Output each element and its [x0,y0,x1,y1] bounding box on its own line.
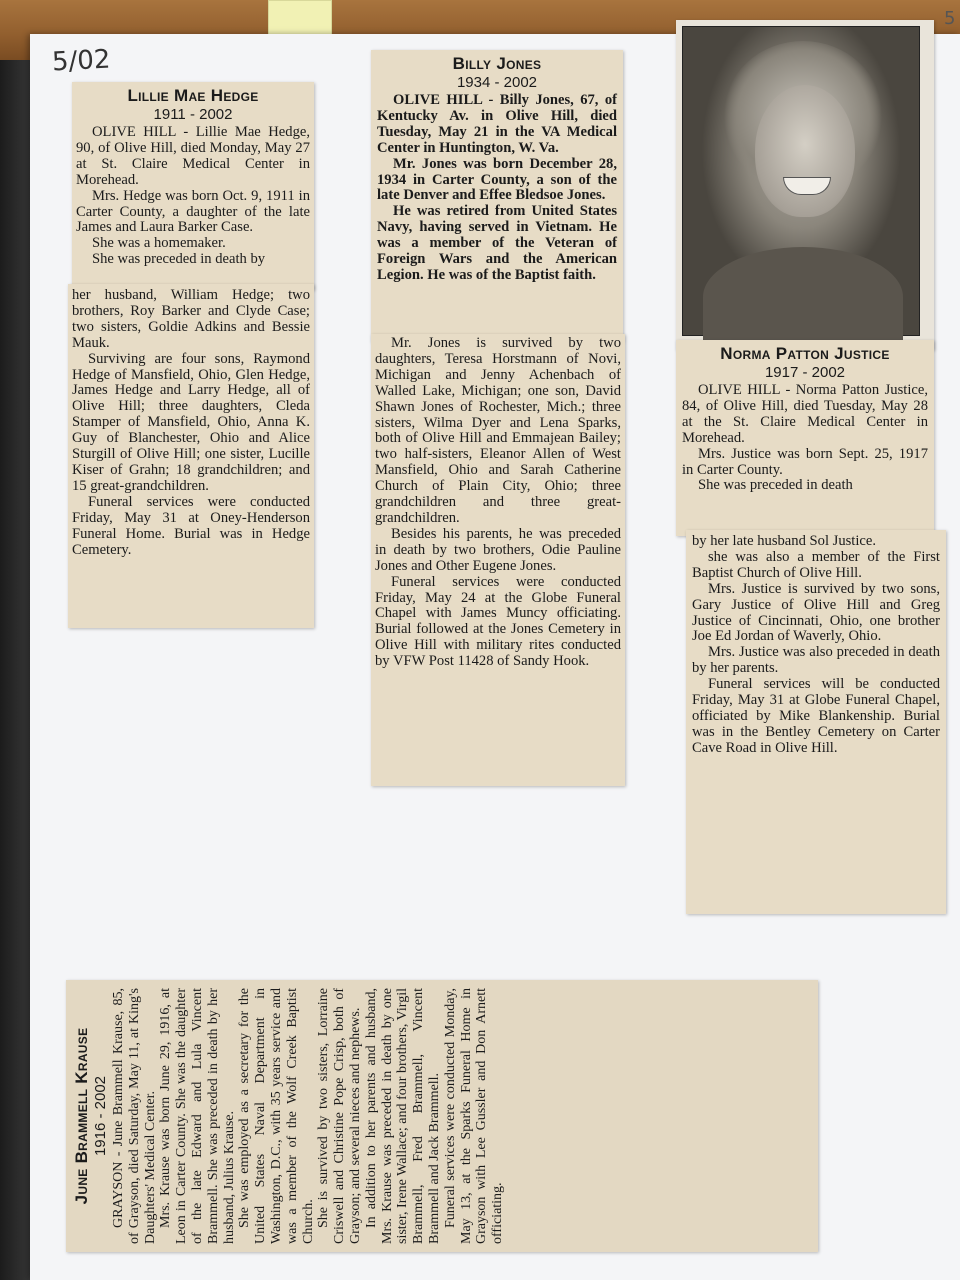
obituary-paragraph: Mrs. Justice is survived by two sons, Gary Justice of Olive Hill and Greg Justice of Cincinnati, Ohio, one brother Joe Ed Jordan of Waverly, Ohio. [692,580,940,645]
obituary-paragraph: Surviving are four sons, Raymond Hedge of Mansfield, Ohio, Glen Hedge, James Hedge and Larry Hedge, all of Olive Hill; three daughters, Cleda Stamper of Mansfield, Ohio, Anna K. Guy of Blanchester, Ohio and Alice Sturgill of Olive Hill; one sister, Lucille Kiser of Grahn; 18 grandchildren; and 15 great-grandchildren. [72,350,310,494]
obituary-name: Billy Jones [452,54,542,73]
obituary-paragraph: Mrs. Hedge was born Oct. 9, 1911 in Carter County, a daughter of the late James and Laura Barker Case. [76,187,310,236]
obituary-clipping-justice-top [676,340,934,536]
obituary-paragraph: Besides his parents, he was preceded in death by two brothers, Odie Pauline Jones and Other Eugene Jones. [375,525,621,574]
obituary-paragraph: She was employed as a secretary for the United States Naval Department in Washington, D.C., with 35 years service and was a member of the Wolf Creek Baptist Church. [237,988,316,1244]
obituary-years: 1916 - 2002 [92,1075,109,1157]
obituary-clipping-justice-bottom [686,530,946,914]
obituary-paragraph: She was a homemaker. [92,235,226,252]
obituary-paragraph: her husband, William Hedge; two brothers, Roy Barker and Clyde Case; two sisters, Goldie Adkins and Bessie Mauk. [72,287,310,351]
obituary-clipping-jones-bottom [371,334,625,786]
obituary-paragraph: She is survived by two sisters, Lorraine Criswell and Christine Pope Crisp, both of Grayson; and several nieces and nephews. [316,988,363,1244]
obituary-paragraph: Funeral services will be conducted Friday, May 31 at Globe Funeral Chapel, officiated by Mike Blankenship. Burial was in the Bentley Cemetery on Carter Cave Road in Olive Hill. [692,676,940,756]
obituary-name: Norma Patton Justice [720,344,890,363]
portrait-shoulders [703,247,903,347]
obituary-paragraph: She was preceded in death [698,477,853,494]
obituary-paragraph: Funeral services were conducted Monday, May 13, at the Sparks Funeral Home in Grayson with Lee Gussler and Don Arnett officiating. [442,988,506,1244]
binder-edge [0,60,34,1280]
obituary-paragraph: she was also a member of the First Baptist Church of Olive Hill. [692,548,940,581]
obituary-years: 1917 - 2002 [764,364,846,381]
obituary-paragraph: He was retired from United States Navy, having served in Vietnam. He was a member of the Veteran of Foreign Wars and the American Legion. He was of the Baptist faith. [377,203,617,283]
obituary-clipping-hedge-top [72,82,314,290]
portrait-face [755,85,855,217]
obituary-paragraph: GRAYSON - June Brammell Krause, 85, of Grayson, died Saturday, May 11, at King's Daughters' Medical Center. [111,988,158,1244]
obituary-paragraph: Funeral services were conducted Friday, May 31 at Oney-Henderson Funeral Home. Burial was in Hedge Cemetery. [72,493,310,558]
obituary-paragraph: OLIVE HILL - Norma Patton Justice, 84, of Olive Hill, died Tuesday, May 28 at the St. Claire Medical Center in Morehead. [682,382,928,446]
obituary-paragraph: Mr. Jones is survived by two daughters, Teresa Horstmann of Novi, Michigan and Jenny Achenbach of Walled Lake, Michigan; one son, David Shawn Jones of Rochester, Mich.; three sisters, Wilma Dyer and Lena Sparks, both of Olive Hill and Emmajean Bailey; two half-sisters, Eleanor Allen of West Mansfield, Ohio and Sarah Catherine Church of Plain City, Ohio; three grandchildren and three great-grandchildren. [375,335,621,526]
obituary-name: June Brammell Krause [72,1027,91,1205]
obituary-paragraph: OLIVE HILL - Billy Jones, 67, of Kentucky Av. in Olive Hill, died Tuesday, May 21 in the VA Medical Center in Huntington, W. Va. [377,92,617,156]
obituary-paragraph: Mrs. Krause was born June 29, 1916, at Leon in Carter County. She was the daughter of the late Edward and Lula Vincent Brammell. She was preceded in death by her husband, Julius Krause. [158,988,237,1244]
obituary-paragraph: Mr. Jones was born December 28, 1934 in Carter County, a son of the late Denver and Effee Bledsoe Jones. [377,155,617,204]
rotated-text-block [66,980,818,1252]
obituary-paragraph: OLIVE HILL - Lillie Mae Hedge, 90, of Olive Hill, died Monday, May 27 at St. Claire Medical Center in Morehead. [76,124,310,188]
handwritten-date: 5/02 [51,44,112,78]
obituary-clipping-jones-top [371,50,623,342]
obituary-name: Lillie Mae Hedge [127,86,259,105]
obituary-photo [676,20,934,350]
portrait-image [682,26,920,336]
sticky-note [268,0,332,36]
obituary-clipping-krause [66,980,818,1252]
corner-page-mark: 5 [944,8,956,29]
obituary-paragraph: Mrs. Justice was also preceded in death by her parents. [692,644,940,677]
obituary-clipping-hedge-bottom [68,284,314,628]
obituary-paragraph: She was preceded in death by [92,251,266,268]
obituary-paragraph: Funeral services were conducted Friday, May 24 at the Globe Funeral Chapel with James Muncy officiating. Burial followed at the Jones Cemetery in Olive Hill with military rites conducted by VFW Post 11428 of Sandy Hook. [375,573,621,670]
obituary-paragraph: by her late husband Sol Justice. [692,533,877,549]
obituary-years: 1934 - 2002 [456,74,538,91]
obituary-paragraph: Mrs. Justice was born Sept. 25, 1917 in Carter County. [682,445,928,478]
obituary-years: 1911 - 2002 [153,106,233,123]
obituary-paragraph: In addition to her parents and husband, Mrs. Krause was preceded in death by one sister, Irene Wallace; and four brothers, Virgil Brammell, Fred Brammell, Vincent Brammell and Jack Brammell. [363,988,442,1244]
